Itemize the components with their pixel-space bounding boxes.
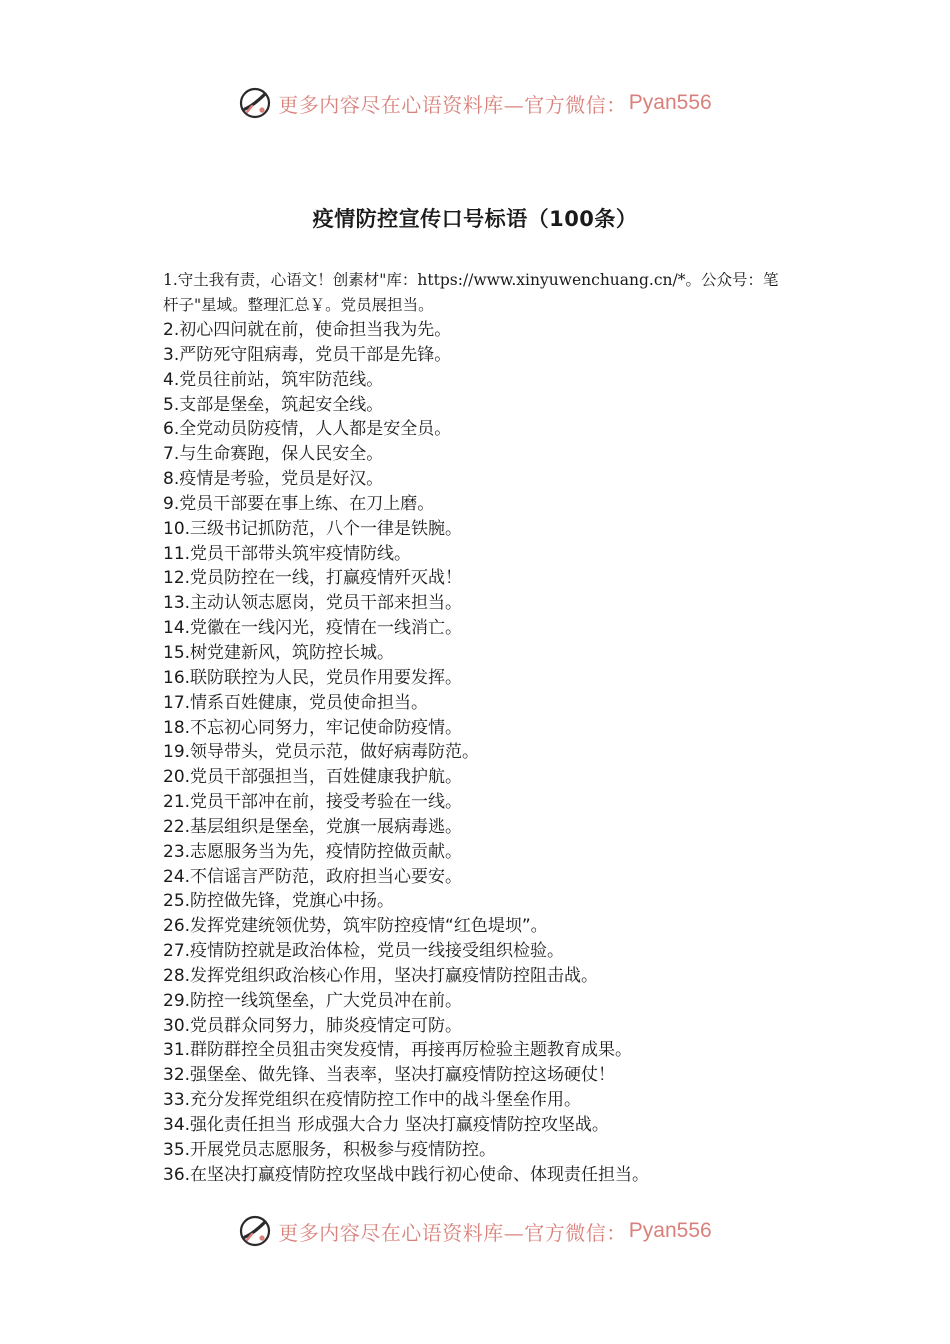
slogan-item: 21.党员干部冲在前，接受考验在一线。 [163,792,463,813]
slogan-item: 20.党员干部强担当，百姓健康我护航。 [163,767,463,788]
slogan-item: 5.支部是堡垒，筑起安全线。 [163,394,384,415]
pen-logo-icon [238,1214,272,1248]
slogan-item: 33.充分发挥党组织在疫情防控工作中的战斗堡垒作用。 [163,1090,582,1111]
slogan-item: 34.强化责任担当 形成强大合力 坚决打赢疫情防控攻坚战。 [163,1115,609,1135]
slogan-item: 13.主动认领志愿岗，党员干部来担当。 [163,593,463,614]
slogan-item: 24.不信谣言严防范，政府担当心要安。 [163,866,463,887]
slogan-item: 36.在坚决打赢疫情防控攻坚战中践行初心使命、体现责任担当。 [163,1164,650,1185]
slogan-item: 19.领导带头，党员示范，做好病毒防范。 [163,742,480,763]
slogan-item: 26.发挥党建统领优势，筑牢防控疫情“红色堤坝”。 [163,916,548,937]
slogan-list [163,318,803,1188]
header-banner [0,83,950,123]
slogan-item: 18.不忘初心同努力，牢记使命防疫情。 [163,717,463,738]
slogan-item: 6.全党动员防疫情，人人都是安全员。 [163,419,452,440]
slogan-item: 9.党员干部要在事上练、在刀上磨。 [163,493,435,514]
slogan-item: 22.基层组织是堡垒，党旗一展病毒逃。 [163,816,463,837]
document-title: 疫情防控宣传口号标语（100条） [312,207,638,231]
slogan-item: 25.防控做先锋，党旗心中扬。 [163,891,395,912]
slogan-item: 7.与生命赛跑，保人民安全。 [163,444,384,465]
slogan-item: 12.党员防控在一线，打赢疫情歼灭战！ [163,568,463,589]
banner-wechat-handle: Pyan556 [628,91,712,114]
slogan-item-1: 1.守土我有责，心语文！创素材"库：https://www.xinyuwenchuang.cn/*。公众号：笔杆子"星域。整理汇总￥。党员展担当。 [163,271,779,314]
slogan-item: 30.党员群众同努力，肺炎疫情定可防。 [163,1015,463,1036]
slogan-item: 29.防控一线筑堡垒，广大党员冲在前。 [163,990,463,1011]
slogan-item: 3.严防死守阻病毒，党员干部是先锋。 [163,344,452,365]
slogan-item: 4.党员往前站，筑牢防范线。 [163,369,384,390]
slogan-item: 14.党徽在一线闪光，疫情在一线消亡。 [163,618,463,639]
slogan-item: 23.志愿服务当为先，疫情防控做贡献。 [163,841,463,862]
slogan-item: 2.初心四问就在前，使命担当我为先。 [163,320,452,340]
banner-text: 更多内容尽在心语资料库—官方微信： [278,92,627,117]
slogan-item: 11.党员干部带头筑牢疫情防线。 [163,543,412,564]
slogan-item: 8.疫情是考验，党员是好汉。 [163,469,384,490]
slogan-item: 16.联防联控为人民，党员作用要发挥。 [163,667,463,688]
pen-logo-icon [238,86,272,120]
slogan-item: 31.群防群控全员狙击突发疫情，再接再厉检验主题教育成果。 [163,1040,633,1061]
slogan-item: 17.情系百姓健康，党员使命担当。 [163,692,429,713]
footer-banner [0,1211,950,1251]
slogan-item: 27.疫情防控就是政治体检，党员一线接受组织检验。 [163,941,565,962]
slogan-item: 32.强堡垒、做先锋、当表率，坚决打赢疫情防控这场硬仗！ [163,1065,616,1086]
banner-wechat-handle: Pyan556 [628,1219,712,1242]
slogan-item: 28.发挥党组织政治核心作用，坚决打赢疫情防控阻击战。 [163,965,599,986]
slogan-item: 15.树党建新风，筑防控长城。 [163,642,395,663]
slogan-item: 35.开展党员志愿服务，积极参与疫情防控。 [163,1139,497,1160]
slogan-item: 10.三级书记抓防范，八个一律是铁腕。 [163,518,463,539]
banner-text: 更多内容尽在心语资料库—官方微信： [278,1220,627,1245]
